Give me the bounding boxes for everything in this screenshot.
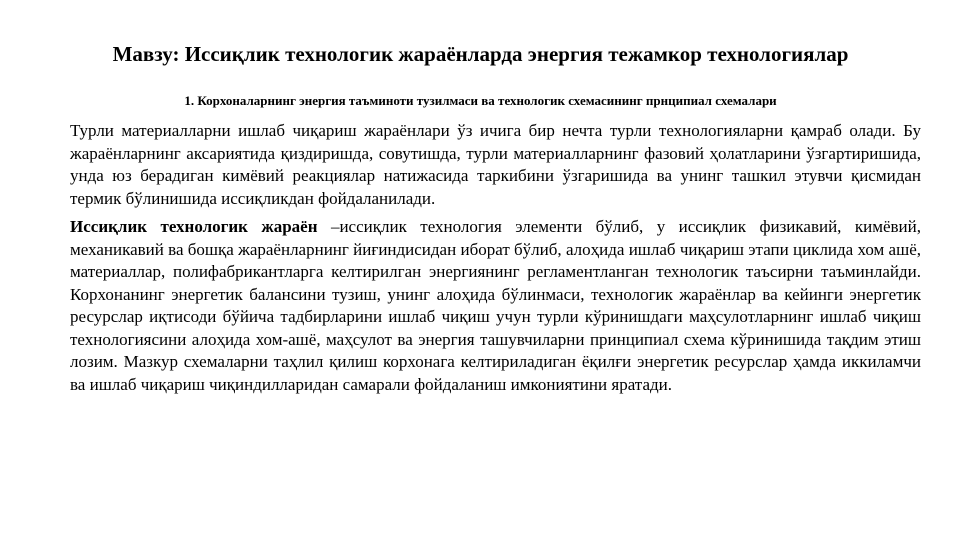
paragraph-2 <box>70 216 921 396</box>
paragraph-1: Турли материалларни ишлаб чиқариш жараёнлари ўз ичига бир нечта турли технологияларни қамраб олади. Бу жараёнларнинг аксариятида қиздиришда, совутишда, турли материалларнинг фазовий ҳолатларини ўзгартиришида, унда юз берадиган кимёвий реакциялар натижасида таркибини ўзгаришида ва унинг ташкил этувчи қисмидан термик бўлинишида иссиқликдан фойдаланилади. <box>70 121 921 208</box>
section-heading: 1. Корхоналарнинг энергия таъминоти тузилмаси ва технологик схемасининг прнципиал схемалари <box>184 93 777 108</box>
slide-body <box>70 120 921 396</box>
slide-title: Мавзу: Иссиқлик технологик жараёнларда энергия тежамкор технологиялар <box>112 42 849 66</box>
paragraph-2-text: –иссиқлик технология элементи бўлиб, у иссиқлик физикавий, кимёвий, механикавий ва бошқа жараёнларнинг йиғиндисидан иборат бўлиб, алоҳида ишлаб чиқариш этапи циклида хом ашё, материаллар, полифабрикантларга келтирилган энергиянинг регламентланган технологик таъсирни таъминлайди. Корхонанинг энергетик балансини тузиш, унинг алоҳида бўлинмаси, технологик жараёнлар ва кейинги энергетик ресурслар иқтисоди бўйича тадбирларини ишлаб чиқиш учун турли кўринишдаги маҳсулотларнинг ишлаб чиқиш технологиясини алоҳида хом-ашё, маҳсулот ва энергия ташувчиларни принципиал схема кўринишида тақдим этиш лозим. Мазкур схемаларни таҳлил қилиш корхонага келтириладиган ёқилғи энергетик ресурслар ҳамда иккиламчи ва ишлаб чиқариш чиқиндилларидан самарали фойдаланиш имкониятини яратади. <box>70 217 921 394</box>
defined-term: Иссиқлик технологик жараён <box>70 217 318 236</box>
